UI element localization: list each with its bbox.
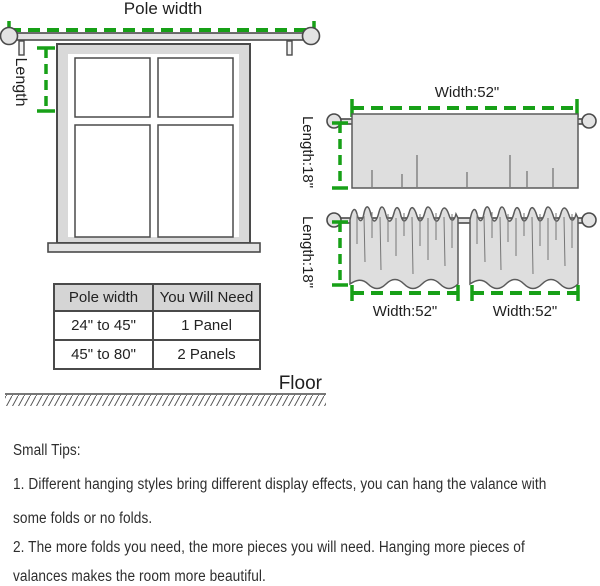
- floor-label: Floor: [278, 373, 322, 394]
- gathered-valance-right: [470, 207, 578, 289]
- tip-line-3: 2. The more folds you need, the more pieces you will need. Hanging more pieces of: [13, 539, 525, 556]
- table-cell-range-2: 45" to 80": [54, 340, 153, 369]
- table-cell-panels-1: 1 Panel: [153, 311, 260, 340]
- table-row: [54, 311, 260, 340]
- rod-finial-right: [582, 213, 596, 227]
- valance-width-label-left: Width:52": [372, 303, 438, 320]
- window-pane-bottom-left: [75, 125, 150, 237]
- table-header-row: [54, 284, 260, 311]
- panel-size-table: [53, 283, 261, 370]
- table-header-pole-width: Pole width: [54, 284, 153, 311]
- pole-bracket-right: [287, 41, 292, 55]
- valance-width-label-right: Width:52": [492, 303, 558, 320]
- pole-finial-right: [303, 28, 320, 45]
- gathered-valance-left: [350, 207, 458, 289]
- valance-length-label: Length:18": [299, 115, 316, 189]
- curtain-pole: [8, 33, 304, 40]
- table-cell-range-1: 24" to 45": [54, 311, 153, 340]
- table-cell-panels-2: 2 Panels: [153, 340, 260, 369]
- valance-length-label: Length:18": [299, 215, 316, 289]
- tip-line-2: some folds or no folds.: [13, 510, 153, 527]
- window-sill: [48, 243, 260, 252]
- pole-finial-left: [1, 28, 18, 45]
- window-pole-diagram: [1, 0, 320, 252]
- valance-width-label: Width:52": [434, 84, 500, 101]
- single-valance-diagram: [299, 84, 596, 188]
- window-pane-top-right: [158, 58, 233, 117]
- length-label: Length: [12, 57, 29, 107]
- tip-line-4: valances makes the room more beautiful.: [13, 568, 266, 585]
- table-header-you-will-need: You Will Need: [153, 284, 260, 311]
- floor-indicator: [5, 373, 326, 406]
- floor-hatch: [5, 395, 326, 406]
- pole-bracket-left: [19, 41, 24, 55]
- rod-finial-right: [582, 114, 596, 128]
- window-pane-bottom-right: [158, 125, 233, 237]
- pole-width-label: Pole width: [123, 0, 203, 18]
- table-row: [54, 340, 260, 369]
- double-valance-diagram: [299, 207, 596, 320]
- tip-line-1: 1. Different hanging styles bring different display effects, you can hang the valance with: [13, 476, 547, 493]
- window-pane-top-left: [75, 58, 150, 117]
- flat-valance-panel: [352, 114, 578, 188]
- tips-title: Small Tips:: [13, 442, 81, 459]
